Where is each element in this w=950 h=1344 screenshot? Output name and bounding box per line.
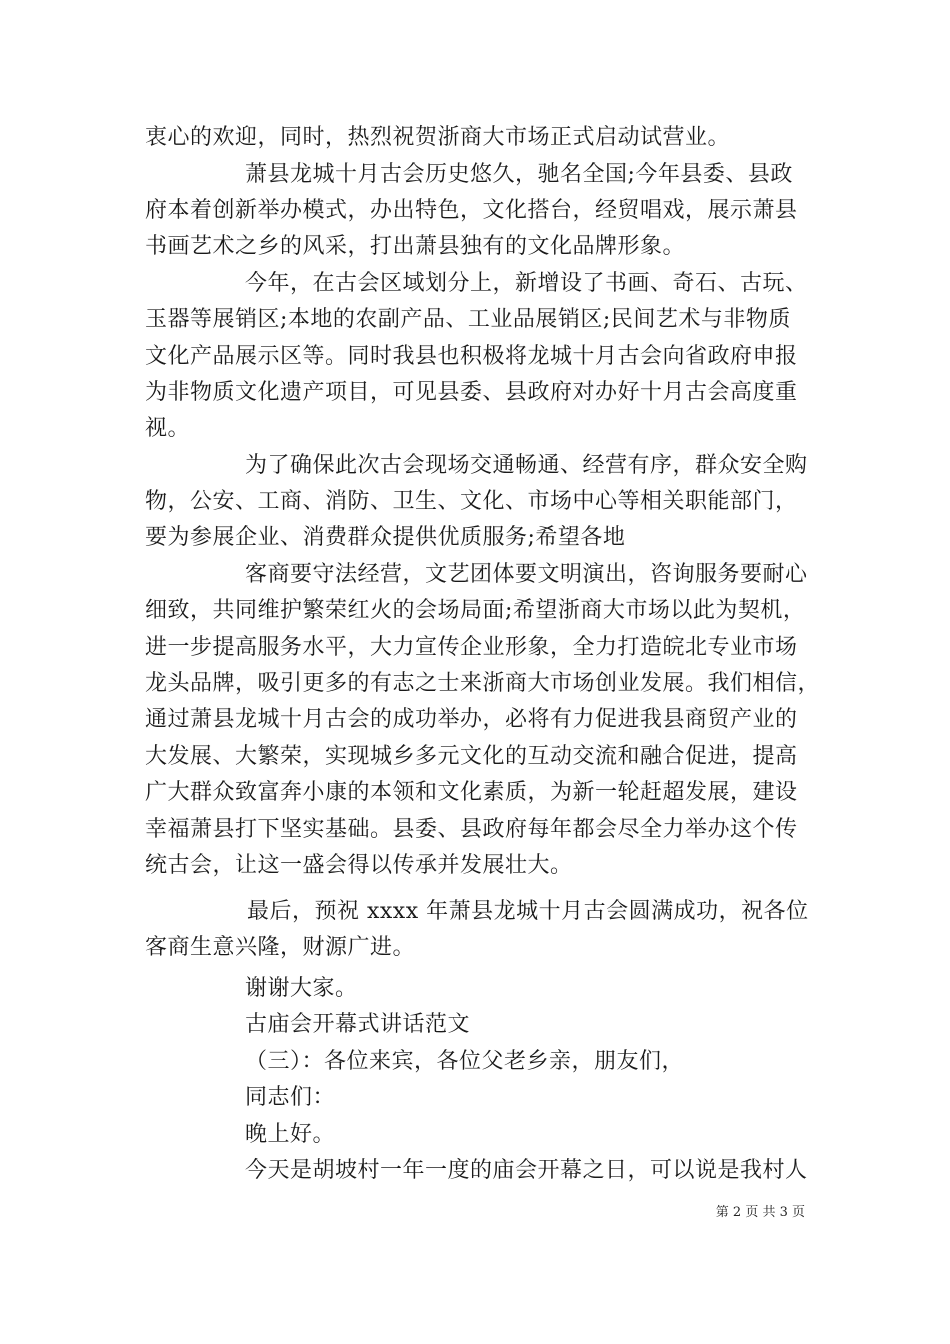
text-line: 同志们：	[245, 1085, 336, 1110]
text-line: 玉器等展销区;本地的农副产品、工业品展销区;民间艺术与非物质	[145, 307, 791, 332]
text-line: 通过萧县龙城十月古会的成功举办，必将有力促进我县商贸产业的	[145, 707, 798, 732]
text-line: 谢谢大家。	[245, 976, 358, 1001]
text-line: 客商生意兴隆，财源广进。	[145, 935, 416, 960]
text-line: 细致，共同维护繁荣红火的会场局面;希望浙商大市场以此为契机，	[145, 598, 806, 623]
text-line: 府本着创新举办模式，办出特色，文化搭台，经贸唱戏，展示萧县	[145, 198, 798, 223]
text-line: 最后，预祝 xxxx 年萧县龙城十月古会圆满成功，祝各位	[247, 899, 809, 924]
text-line: 萧县龙城十月古会历史悠久，驰名全国;今年县委、县政	[245, 162, 793, 187]
text-line: 幸福萧县打下坚实基础。县委、县政府每年都会尽全力举办这个传	[145, 817, 798, 842]
text-line: （三）：各位来宾，各位父老乡亲，朋友们，	[245, 1049, 685, 1074]
text-line: 为了确保此次古会现场交通畅通、经营有序，群众安全购	[245, 453, 808, 478]
text-line: 今年，在古会区域划分上，新增设了书画、奇石、古玩、	[245, 271, 808, 296]
text-line: 晚上好。	[245, 1122, 336, 1147]
text-line: 物，公安、工商、消防、卫生、文化、市场中心等相关职能部门，	[145, 489, 798, 514]
text-line: 要为参展企业、消费群众提供优质服务;希望各地	[145, 525, 626, 550]
text-line: 衷心的欢迎，同时，热烈祝贺浙商大市场正式启动试营业。	[145, 125, 731, 150]
page-number: 第 2 页 共 3 页	[715, 1205, 805, 1220]
text-line: 广大群众致富奔小康的本领和文化素质，为新一轮赶超发展，建设	[145, 780, 798, 805]
text-line: 书画艺术之乡的风采，打出萧县独有的文化品牌形象。	[145, 234, 686, 259]
subheading: 古庙会开幕式讲话范文	[245, 1012, 471, 1037]
text-line: 进一步提高服务水平，大力宣传企业形象，全力打造皖北专业市场	[145, 635, 798, 660]
text-line: 今天是胡坡村一年一度的庙会开幕之日，可以说是我村人	[245, 1158, 808, 1183]
text-line: 客商要守法经营，文艺团体要文明演出，咨询服务要耐心	[245, 562, 808, 587]
text-line: 统古会，让这一盛会得以传承并发展壮大。	[145, 853, 573, 878]
text-line: 大发展、大繁荣，实现城乡多元文化的互动交流和融合促进，提高	[145, 744, 798, 769]
text-line: 视。	[145, 416, 191, 441]
text-line: 文化产品展示区等。同时我县也积极将龙城十月古会向省政府申报	[145, 344, 798, 369]
text-line: 为非物质文化遗产项目，可见县委、县政府对办好十月古会高度重	[145, 380, 798, 405]
text-line: 龙头品牌，吸引更多的有志之士来浙商大市场创业发展。我们相信，	[145, 671, 821, 696]
